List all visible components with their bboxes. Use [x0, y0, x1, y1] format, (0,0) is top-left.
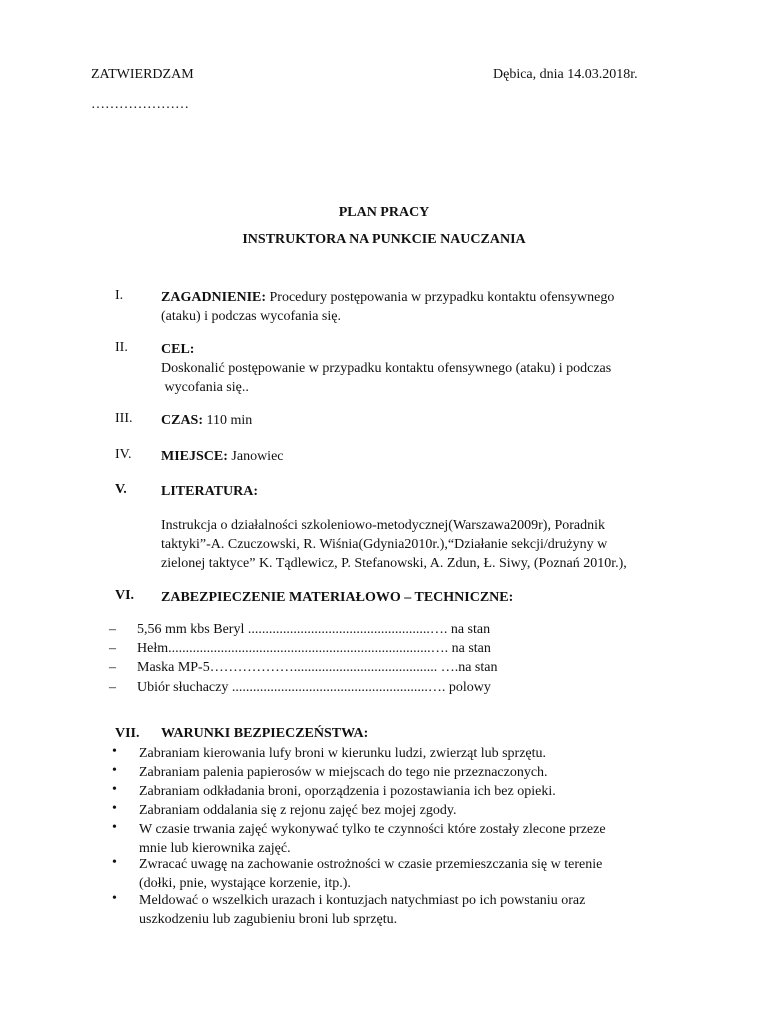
signature-line: …………………: [91, 97, 189, 112]
document-title: PLAN PRACY: [338, 205, 430, 220]
list-item-text: Zabraniam palenia papierosów w miejscach do tego nie przeznaczonych.: [139, 765, 548, 780]
list-item: [0, 660, 768, 680]
section-literatura: [161, 516, 627, 573]
list-item-text: Zabraniam odkładania broni, oporządzenia i pozostawiania ich bez opieki.: [139, 784, 556, 799]
list-item: [0, 641, 768, 661]
list-item: [0, 622, 768, 642]
list-item-text: mnie lub kierownika zajęć.: [139, 841, 291, 856]
bullet-marker: •: [112, 744, 117, 759]
list-item: [0, 680, 768, 700]
document-subtitle: INSTRUKTORA NA PUNKCIE NAUCZANIA: [242, 232, 526, 247]
section-text: wycofania się..: [161, 380, 249, 395]
section-label: CZAS:: [161, 413, 204, 428]
list-item-text: Zabraniam oddalania się z rejonu zajęć bez mojej zgody.: [139, 803, 457, 818]
dash-marker: –: [109, 680, 116, 695]
section-miejsce: [161, 447, 284, 466]
section-number: VI.: [115, 588, 135, 603]
list-item-text: Meldować o wszelkich urazach i kontuzjach natychmiast po ich powstaniu oraz: [139, 893, 586, 908]
section-text: Doskonalić postępowanie w przypadku kontaktu ofensywnego (ataku) i podczas: [161, 361, 612, 376]
section-text: zielonej taktyce” K. Tądlewicz, P. Stefanowski, A. Zdun, Ł. Siwy, (Poznań 2010r.),: [161, 556, 627, 571]
section-label: ZABEZPIECZENIE MATERIAŁOWO – TECHNICZNE:: [161, 590, 514, 605]
list-item-text: W czasie trwania zajęć wykonywać tylko te czynności które zostały zlecone przeze: [139, 822, 606, 837]
equipment-item: Hełm...........................................................................…. na stan: [137, 641, 491, 656]
list-item-text: uszkodzeniu lub zagubieniu broni lub sprzętu.: [139, 912, 398, 927]
bullet-marker: •: [112, 801, 117, 816]
section-text: (ataku) i podczas wycofania się.: [161, 309, 341, 324]
section-text: Procedury postępowania w przypadku kontaktu ofensywnego: [266, 290, 615, 305]
list-item-text: Zwracać uwagę na zachowanie ostrożności w czasie przemieszczania się w terenie: [139, 857, 603, 872]
equipment-item: Ubiór słuchaczy ........................................................…. polowy: [137, 680, 491, 695]
section-text: 110 min: [203, 413, 253, 428]
bullet-marker: •: [112, 891, 117, 906]
section-text: Janowiec: [227, 449, 284, 464]
section-label: MIEJSCE:: [161, 449, 228, 464]
place-and-date: Dębica, dnia 14.03.2018r.: [493, 67, 638, 82]
section-text: taktyki”-A. Czuczowski, R. Wiśnia(Gdynia2010r.),“Działanie sekcji/drużyny w: [161, 537, 608, 552]
section-number: IV.: [115, 447, 132, 462]
section-number: VII.: [115, 726, 140, 741]
bullet-marker: •: [112, 782, 117, 797]
section-text: Instrukcja o działalności szkoleniowo-metodycznej(Warszawa2009r), Poradnik: [161, 518, 606, 533]
section-number: III.: [115, 411, 133, 426]
list-item-text: (dołki, pnie, wystające korzenie, itp.).: [139, 876, 351, 891]
section-number: II.: [115, 340, 128, 355]
section-number: V.: [115, 482, 127, 497]
equipment-item: 5,56 mm kbs Beryl ....................................................…. na stan: [137, 622, 491, 637]
equipment-item: Maska MP-5………………......................................... ….na stan: [137, 660, 498, 675]
section-cel: [161, 340, 611, 397]
dash-marker: –: [109, 641, 116, 656]
section-czas: [161, 411, 252, 430]
section-zagadnienie: [161, 288, 614, 326]
dash-marker: –: [109, 660, 116, 675]
section-number: I.: [115, 288, 124, 303]
section-label: LITERATURA:: [161, 484, 258, 499]
approval-label: ZATWIERDZAM: [91, 67, 194, 82]
list-item-text: Zabraniam kierowania lufy broni w kierunku ludzi, zwierząt lub sprzętu.: [139, 746, 547, 761]
bullet-marker: •: [112, 855, 117, 870]
dash-marker: –: [109, 622, 116, 637]
bullet-marker: •: [112, 820, 117, 835]
section-label: ZAGADNIENIE:: [161, 290, 267, 305]
bullet-marker: •: [112, 763, 117, 778]
section-label: CEL:: [161, 342, 195, 357]
section-label: WARUNKI BEZPIECZEŃSTWA:: [161, 726, 369, 741]
